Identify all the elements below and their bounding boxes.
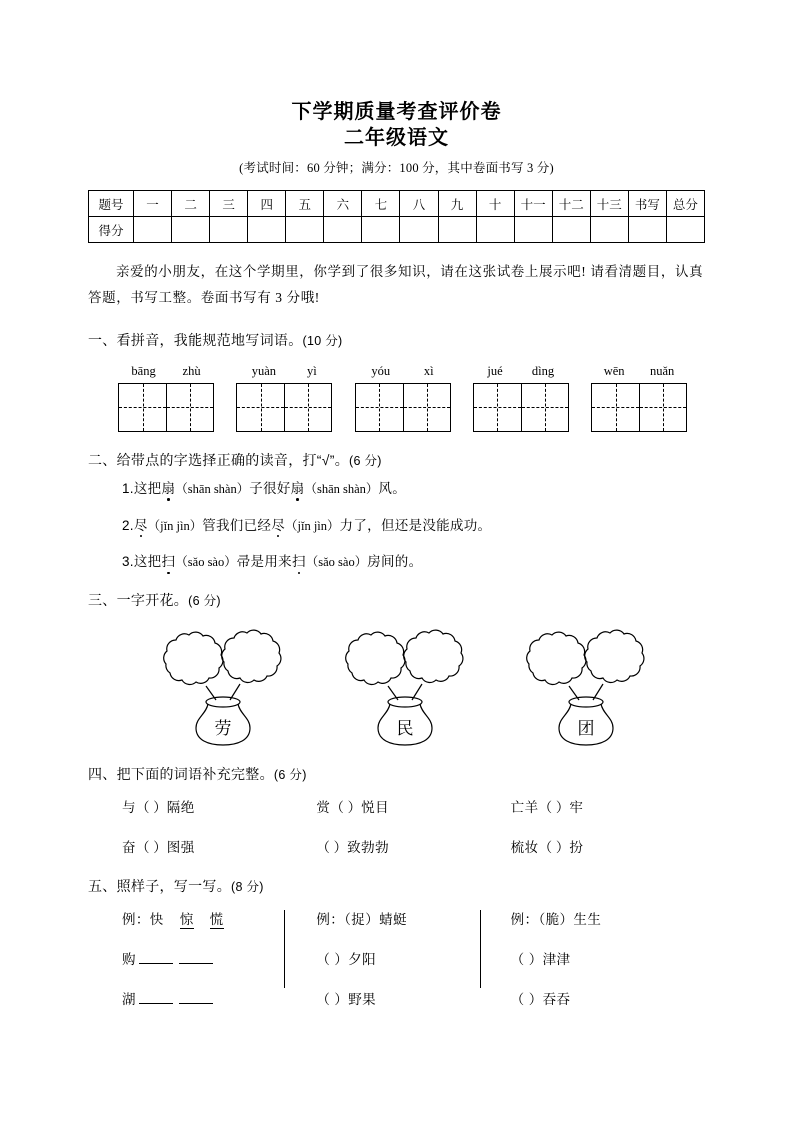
idiom-suffix: 隔绝 — [166, 800, 195, 816]
tianzige-cell[interactable] — [521, 384, 568, 431]
example-col1-row1 — [122, 908, 316, 928]
section-q1-title-text: 一、看拼音，我能规范地写词语。 — [88, 331, 303, 348]
pinyin-syllable: xì — [423, 363, 434, 378]
section-q2-title — [88, 450, 705, 470]
tianzige-box-5[interactable] — [591, 383, 687, 432]
pronunciation-choices[interactable]: （jǐn jìn） — [285, 518, 340, 533]
tianzige-cell[interactable] — [639, 384, 686, 431]
pinyin-label-2 — [236, 364, 332, 379]
flower-vase-unit-1 — [148, 618, 298, 746]
idiom-item-1 — [122, 796, 316, 816]
example-lead: 湖 — [122, 992, 136, 1008]
idiom-blank[interactable]: （ ） — [538, 840, 570, 856]
table-row-scores — [89, 217, 705, 243]
tianzige-cell[interactable] — [237, 384, 284, 431]
example-paren: （捉） — [344, 912, 380, 928]
dotted-target-char: 扇 — [291, 480, 305, 499]
exam-meta-info: (考试时间：60 分钟；满分：100 分，其中卷面书写 3 分) — [239, 161, 554, 175]
example-col2-row2 — [316, 948, 510, 968]
tianzige-box-4[interactable] — [473, 383, 569, 432]
score-cell-3[interactable] — [210, 217, 248, 243]
flower-vase-unit-3 — [511, 618, 661, 746]
page-subtitle: 二年级语文 — [344, 127, 449, 149]
tianzige-cell[interactable] — [403, 384, 450, 431]
pinyin-item-5 — [591, 364, 687, 432]
idiom-row-1 — [122, 796, 705, 816]
score-table — [88, 190, 705, 243]
score-cell-2[interactable] — [172, 217, 210, 243]
column-header-6: 六 — [324, 191, 362, 217]
flower-vase-icon — [511, 618, 661, 746]
idiom-item-4 — [122, 836, 316, 856]
pronunciation-line-2 — [122, 517, 705, 536]
example-lead: 例： — [510, 912, 539, 928]
example-col2-row3 — [316, 988, 510, 1008]
score-cell-9[interactable] — [438, 217, 476, 243]
pinyin-syllable: jué — [487, 363, 503, 378]
vase-character: 团 — [577, 719, 595, 739]
section-q2 — [88, 450, 705, 573]
example-word: 津津 — [542, 952, 571, 968]
score-cell-8[interactable] — [400, 217, 438, 243]
dotted-target-char: 尽 — [134, 517, 148, 536]
example-row-1 — [122, 908, 705, 928]
section-q4-title — [88, 764, 705, 784]
idiom-suffix: 扮 — [569, 840, 584, 856]
pronunciation-choices[interactable]: （jǐn jìn） — [147, 518, 203, 533]
score-cell-6[interactable] — [324, 217, 362, 243]
section-q3 — [88, 590, 705, 746]
column-header-3: 三 — [210, 191, 248, 217]
answer-blank-line[interactable] — [179, 990, 213, 1004]
line-text-after: 房间的。 — [367, 554, 423, 570]
column-header-2: 二 — [172, 191, 210, 217]
pinyin-label-1 — [118, 364, 214, 379]
pronunciation-choices[interactable]: （shān shàn） — [304, 481, 379, 496]
item-number: 3. — [122, 554, 134, 570]
vase-character: 劳 — [214, 719, 232, 739]
answer-blank-line[interactable] — [179, 950, 213, 964]
score-cell-7[interactable] — [362, 217, 400, 243]
tianzige-box-3[interactable] — [355, 383, 451, 432]
example-row-2 — [122, 948, 705, 968]
column-header-11: 十一 — [514, 191, 552, 217]
score-cell-10[interactable] — [476, 217, 514, 243]
answer-paren-blank[interactable]: （ ） — [510, 952, 543, 968]
section-q5-title-text: 五、照样子，写一写。 — [88, 878, 231, 895]
line-text-middle: 管我们已经 — [202, 517, 272, 533]
flower-vase-unit-2 — [330, 618, 480, 746]
line-text-middle: 帚是用来 — [236, 554, 292, 570]
pinyin-item-1 — [118, 364, 214, 432]
idiom-prefix: 奋 — [122, 840, 136, 856]
column-header-1: 一 — [134, 191, 172, 217]
pinyin-syllable: zhù — [182, 363, 201, 378]
pinyin-label-4 — [473, 364, 569, 379]
score-cell-5[interactable] — [286, 217, 324, 243]
line-text-middle: 子很好 — [249, 480, 291, 496]
answer-paren-blank[interactable]: （ ） — [316, 952, 349, 968]
column-header-9: 九 — [438, 191, 476, 217]
pronunciation-choices[interactable]: （sǎo sào） — [175, 555, 237, 570]
column-header-7: 七 — [362, 191, 400, 217]
idiom-row-2 — [122, 836, 705, 856]
idiom-suffix: 牢 — [569, 800, 584, 816]
answer-paren-blank[interactable]: （ ） — [316, 992, 349, 1008]
row-label-question-number: 题号 — [89, 191, 134, 217]
intro-paragraph: 亲爱的小朋友，在这个学期里，你学到了很多知识，请在这张试卷上展示吧! 请看清题目，认真答题，书写工整。卷面书写有 3 分哦! — [88, 264, 704, 306]
idiom-prefix: 赏 — [316, 800, 331, 816]
pinyin-syllable: yuàn — [251, 363, 277, 378]
example-underlined-char: 惊 — [179, 912, 194, 928]
example-col3-row2 — [511, 948, 705, 968]
pronunciation-choices[interactable]: （shān shàn） — [175, 481, 250, 496]
idiom-item-5 — [316, 836, 510, 856]
section-q2-points: (6 分) — [349, 453, 382, 468]
tianzige-cell[interactable] — [119, 384, 166, 431]
tianzige-cell[interactable] — [166, 384, 213, 431]
dotted-target-char: 扫 — [292, 553, 306, 572]
tianzige-box-2[interactable] — [236, 383, 332, 432]
pinyin-syllable: yì — [307, 363, 317, 378]
idiom-suffix: 图强 — [166, 840, 195, 856]
example-col3-row1 — [511, 908, 705, 928]
flower-vase-icon — [148, 618, 298, 746]
column-header-total: 总分 — [666, 191, 704, 217]
column-header-4: 四 — [248, 191, 286, 217]
table-row-question-numbers — [89, 191, 705, 217]
flower-vase-icon — [330, 618, 480, 746]
section-q1 — [88, 330, 705, 432]
section-q3-title — [88, 590, 705, 610]
pinyin-syllable: bāng — [131, 363, 156, 378]
answer-paren-blank[interactable]: （ ） — [510, 992, 543, 1008]
example-grid — [88, 908, 705, 1008]
tianzige-cell[interactable] — [474, 384, 521, 431]
score-cell-total[interactable] — [666, 217, 704, 243]
line-text-before: 这把 — [133, 554, 162, 570]
example-col3-row3 — [511, 988, 705, 1008]
flower-diagram-row — [88, 618, 705, 746]
example-lead: 例： — [316, 912, 345, 928]
column-header-12: 十二 — [552, 191, 590, 217]
dotted-target-char: 扇 — [161, 480, 175, 499]
example-col1-row2 — [122, 948, 316, 968]
idiom-blank[interactable]: （ ） — [136, 840, 167, 856]
section-q2-title-text: 二、给带点的字选择正确的读音，打“√”。 — [88, 451, 350, 468]
document-header — [88, 0, 705, 176]
idiom-item-6 — [511, 836, 705, 856]
pronunciation-line-3 — [122, 553, 705, 572]
dotted-target-char: 尽 — [271, 517, 285, 536]
example-word: 吞吞 — [542, 992, 571, 1008]
idiom-prefix: 梳妆 — [510, 840, 539, 856]
score-table-wrapper — [88, 190, 705, 243]
idiom-item-3 — [511, 796, 705, 816]
example-col2-row1 — [316, 908, 510, 928]
column-header-5: 五 — [286, 191, 324, 217]
pinyin-syllable: wēn — [603, 363, 625, 378]
idiom-blank[interactable]: （ ） — [538, 800, 570, 816]
example-word: 蜻蜓 — [379, 912, 407, 928]
example-col1-row3 — [122, 988, 316, 1008]
pinyin-item-3 — [355, 364, 451, 432]
answer-blank-line[interactable] — [139, 990, 173, 1004]
line-text-after: 风。 — [378, 480, 407, 496]
score-cell-13[interactable] — [590, 217, 628, 243]
example-word: 野果 — [348, 992, 377, 1008]
score-cell-1[interactable] — [134, 217, 172, 243]
example-lead: 例：快 — [122, 912, 164, 928]
row-label-score: 得分 — [89, 217, 134, 243]
score-cell-4[interactable] — [248, 217, 286, 243]
pinyin-syllable: dìng — [531, 363, 555, 378]
pinyin-syllable: yóu — [371, 363, 391, 378]
example-paren: （脆） — [538, 912, 574, 928]
score-cell-11[interactable] — [514, 217, 552, 243]
line-text-after: 力了，但还是没能成功。 — [339, 517, 492, 533]
vase-character: 民 — [396, 719, 413, 739]
item-number: 2. — [122, 517, 134, 533]
pronunciation-list — [88, 480, 705, 573]
idiom-blank[interactable]: （ ） — [316, 840, 348, 856]
section-q1-points: (10 分) — [302, 333, 343, 348]
idiom-suffix: 致勃勃 — [347, 840, 390, 856]
idiom-grid — [88, 796, 705, 856]
section-q5-title — [88, 876, 705, 896]
score-cell-12[interactable] — [552, 217, 590, 243]
item-number: 1. — [122, 480, 134, 496]
pinyin-syllable: nuǎn — [649, 363, 675, 378]
section-q4-points: (6 分) — [273, 768, 307, 783]
pinyin-item-2 — [236, 364, 332, 432]
example-word: 夕阳 — [348, 952, 377, 968]
pinyin-writing-row — [88, 364, 705, 432]
example-lead: 购 — [122, 952, 136, 968]
column-header-8: 八 — [400, 191, 438, 217]
column-header-handwriting: 书写 — [628, 191, 666, 217]
dotted-target-char: 扫 — [161, 553, 175, 572]
section-q4 — [88, 764, 705, 856]
tianzige-cell[interactable] — [284, 384, 331, 431]
pinyin-label-5 — [591, 364, 687, 379]
line-text-before: 这把 — [133, 480, 162, 496]
idiom-prefix: 与 — [122, 800, 136, 816]
example-underlined-char: 慌 — [209, 912, 224, 928]
tianzige-box-1[interactable] — [118, 383, 214, 432]
idiom-item-2 — [316, 796, 510, 816]
tianzige-cell[interactable] — [356, 384, 403, 431]
section-q3-title-text: 三、一字开花。 — [88, 592, 189, 609]
example-word: 生生 — [573, 912, 602, 928]
page-title: 下学期质量考查评价卷 — [291, 101, 502, 123]
section-q5-points: (8 分) — [231, 880, 264, 895]
pronunciation-choices[interactable]: （sǎo sào） — [305, 555, 368, 570]
example-row-3 — [122, 988, 705, 1008]
answer-blank-line[interactable] — [139, 950, 173, 964]
pronunciation-line-1 — [122, 480, 705, 499]
pinyin-item-4 — [473, 364, 569, 432]
tianzige-cell[interactable] — [592, 384, 639, 431]
score-cell-handwriting[interactable] — [628, 217, 666, 243]
idiom-prefix: 亡羊 — [510, 800, 539, 816]
idiom-blank[interactable]: （ ） — [330, 800, 362, 816]
column-header-10: 十 — [476, 191, 514, 217]
section-q3-points: (6 分) — [188, 594, 221, 609]
pinyin-label-3 — [355, 364, 451, 379]
idiom-suffix: 悦目 — [361, 800, 390, 816]
section-q1-title — [88, 330, 705, 350]
section-q5 — [88, 876, 705, 1008]
column-header-13: 十三 — [590, 191, 628, 217]
section-q4-title-text: 四、把下面的词语补充完整。 — [88, 766, 274, 783]
idiom-blank[interactable]: （ ） — [136, 800, 167, 816]
